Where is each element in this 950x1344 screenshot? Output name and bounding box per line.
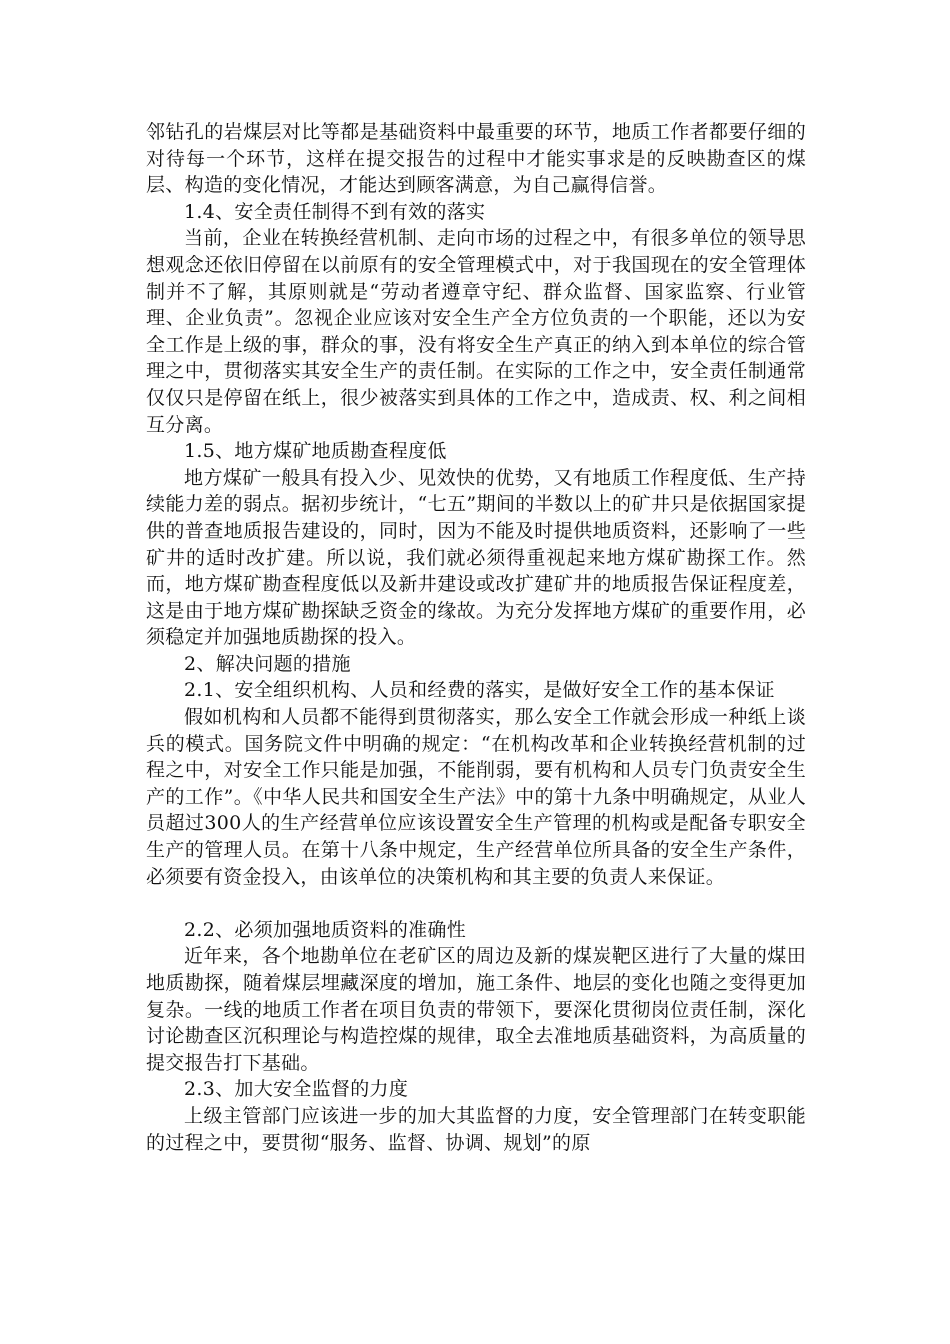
blank-line: [146, 890, 806, 917]
paragraph-safety-responsibility: 当前，企业在转换经营机制、走向市场的过程之中，有很多单位的领导思想观念还依旧停留在以前原有的安全管理模式中，对于我国现在的安全管理体制并不了解，其原则就是“劳动者遵章守纪、群众监督、国家监察、行业管理、企业负责”。忽视企业应该对安全生产全方位负责的一个职能，还以为安全工作是上级的事，群众的事，没有将安全生产真正的纳入到本单位的综合管理之中，贯彻落实其安全生产的责任制。在实际的工作之中，安全责任制通常仅仅只是停留在纸上，很少被落实到具体的工作之中，造成责、权、利之间相互分离。: [146, 227, 806, 436]
section-heading-1-5: 1.5、地方煤矿地质勘查程度低: [184, 440, 447, 463]
paragraph-local-coal-mines: 地方煤矿一般具有投入少、见效快的优势，又有地质工作程度低、生产持续能力差的弱点。据初步统计，“七五”期间的半数以上的矿井只是依据国家提供的普查地质报告建设的，同时，因为不能及时提供地质资料，还影响了一些矿井的适时改扩建。所以说，我们就必须得重视起来地方煤矿勘探工作。然而，地方煤矿勘查程度低以及新井建设或改扩建矿井的地质报告保证程度差，这是由于地方煤矿勘探缺乏资金的缘故。为充分发挥地方煤矿的重要作用，必须稳定并加强地质勘探的投入。: [146, 466, 806, 649]
section-heading-2-2: 2.2、必须加强地质资料的准确性: [184, 918, 467, 941]
section-heading-2: 2、解决问题的措施: [184, 652, 351, 675]
paragraph-organization-personnel: 假如机构和人员都不能得到贯彻落实，那么安全工作就会形成一种纸上谈兵的模式。国务院文件中明确的规定：“在机构改革和企业转换经营机制的过程之中，对安全工作只能是加强，不能削弱，要有机构和人员专门负责安全生产的工作”。《中华人民共和国安全生产法》中的第十九条中明确规定，从业人员超过300人的生产经营单位应该设置安全生产管理的机构或是配备专职安全生产的管理人员。在第十八条中规定，生产经营单位所具备的安全生产条件，必须要有资金投入，由该单位的决策机构和其主要的负责人来保证。: [146, 706, 806, 888]
paragraph-supervision: 上级主管部门应该进一步的加大其监督的力度，安全管理部门在转变职能的过程之中，要贯彻“服务、监督、协调、规划”的原: [146, 1104, 806, 1154]
section-heading-1-4: 1.4、安全责任制得不到有效的落实: [184, 200, 486, 223]
paragraph-geological-data: 近年来，各个地勘单位在老矿区的周边及新的煤炭靶区进行了大量的煤田地质勘探，随着煤层埋藏深度的增加，施工条件、地层的变化也随之变得更加复杂。一线的地质工作者在项目负责的带领下，要深化贯彻岗位责任制，深化讨论勘查区沉积理论与构造控煤的规律，取全去准地质基础资料，为高质量的提交报告打下基础。: [146, 945, 806, 1074]
section-heading-2-1: 2.1、安全组织机构、人员和经费的落实，是做好安全工作的基本保证: [184, 679, 775, 702]
paragraph-continued: 邻钻孔的岩煤层对比等都是基础资料中最重要的环节，地质工作者都要仔细的对待每一个环节，这样在提交报告的过程中才能实事求是的反映勘查区的煤层、构造的变化情况，才能达到顾客满意，为自己赢得信誉。: [146, 121, 806, 197]
section-heading-2-3: 2.3、加大安全监督的力度: [184, 1078, 409, 1101]
document-page: [146, 119, 806, 1156]
